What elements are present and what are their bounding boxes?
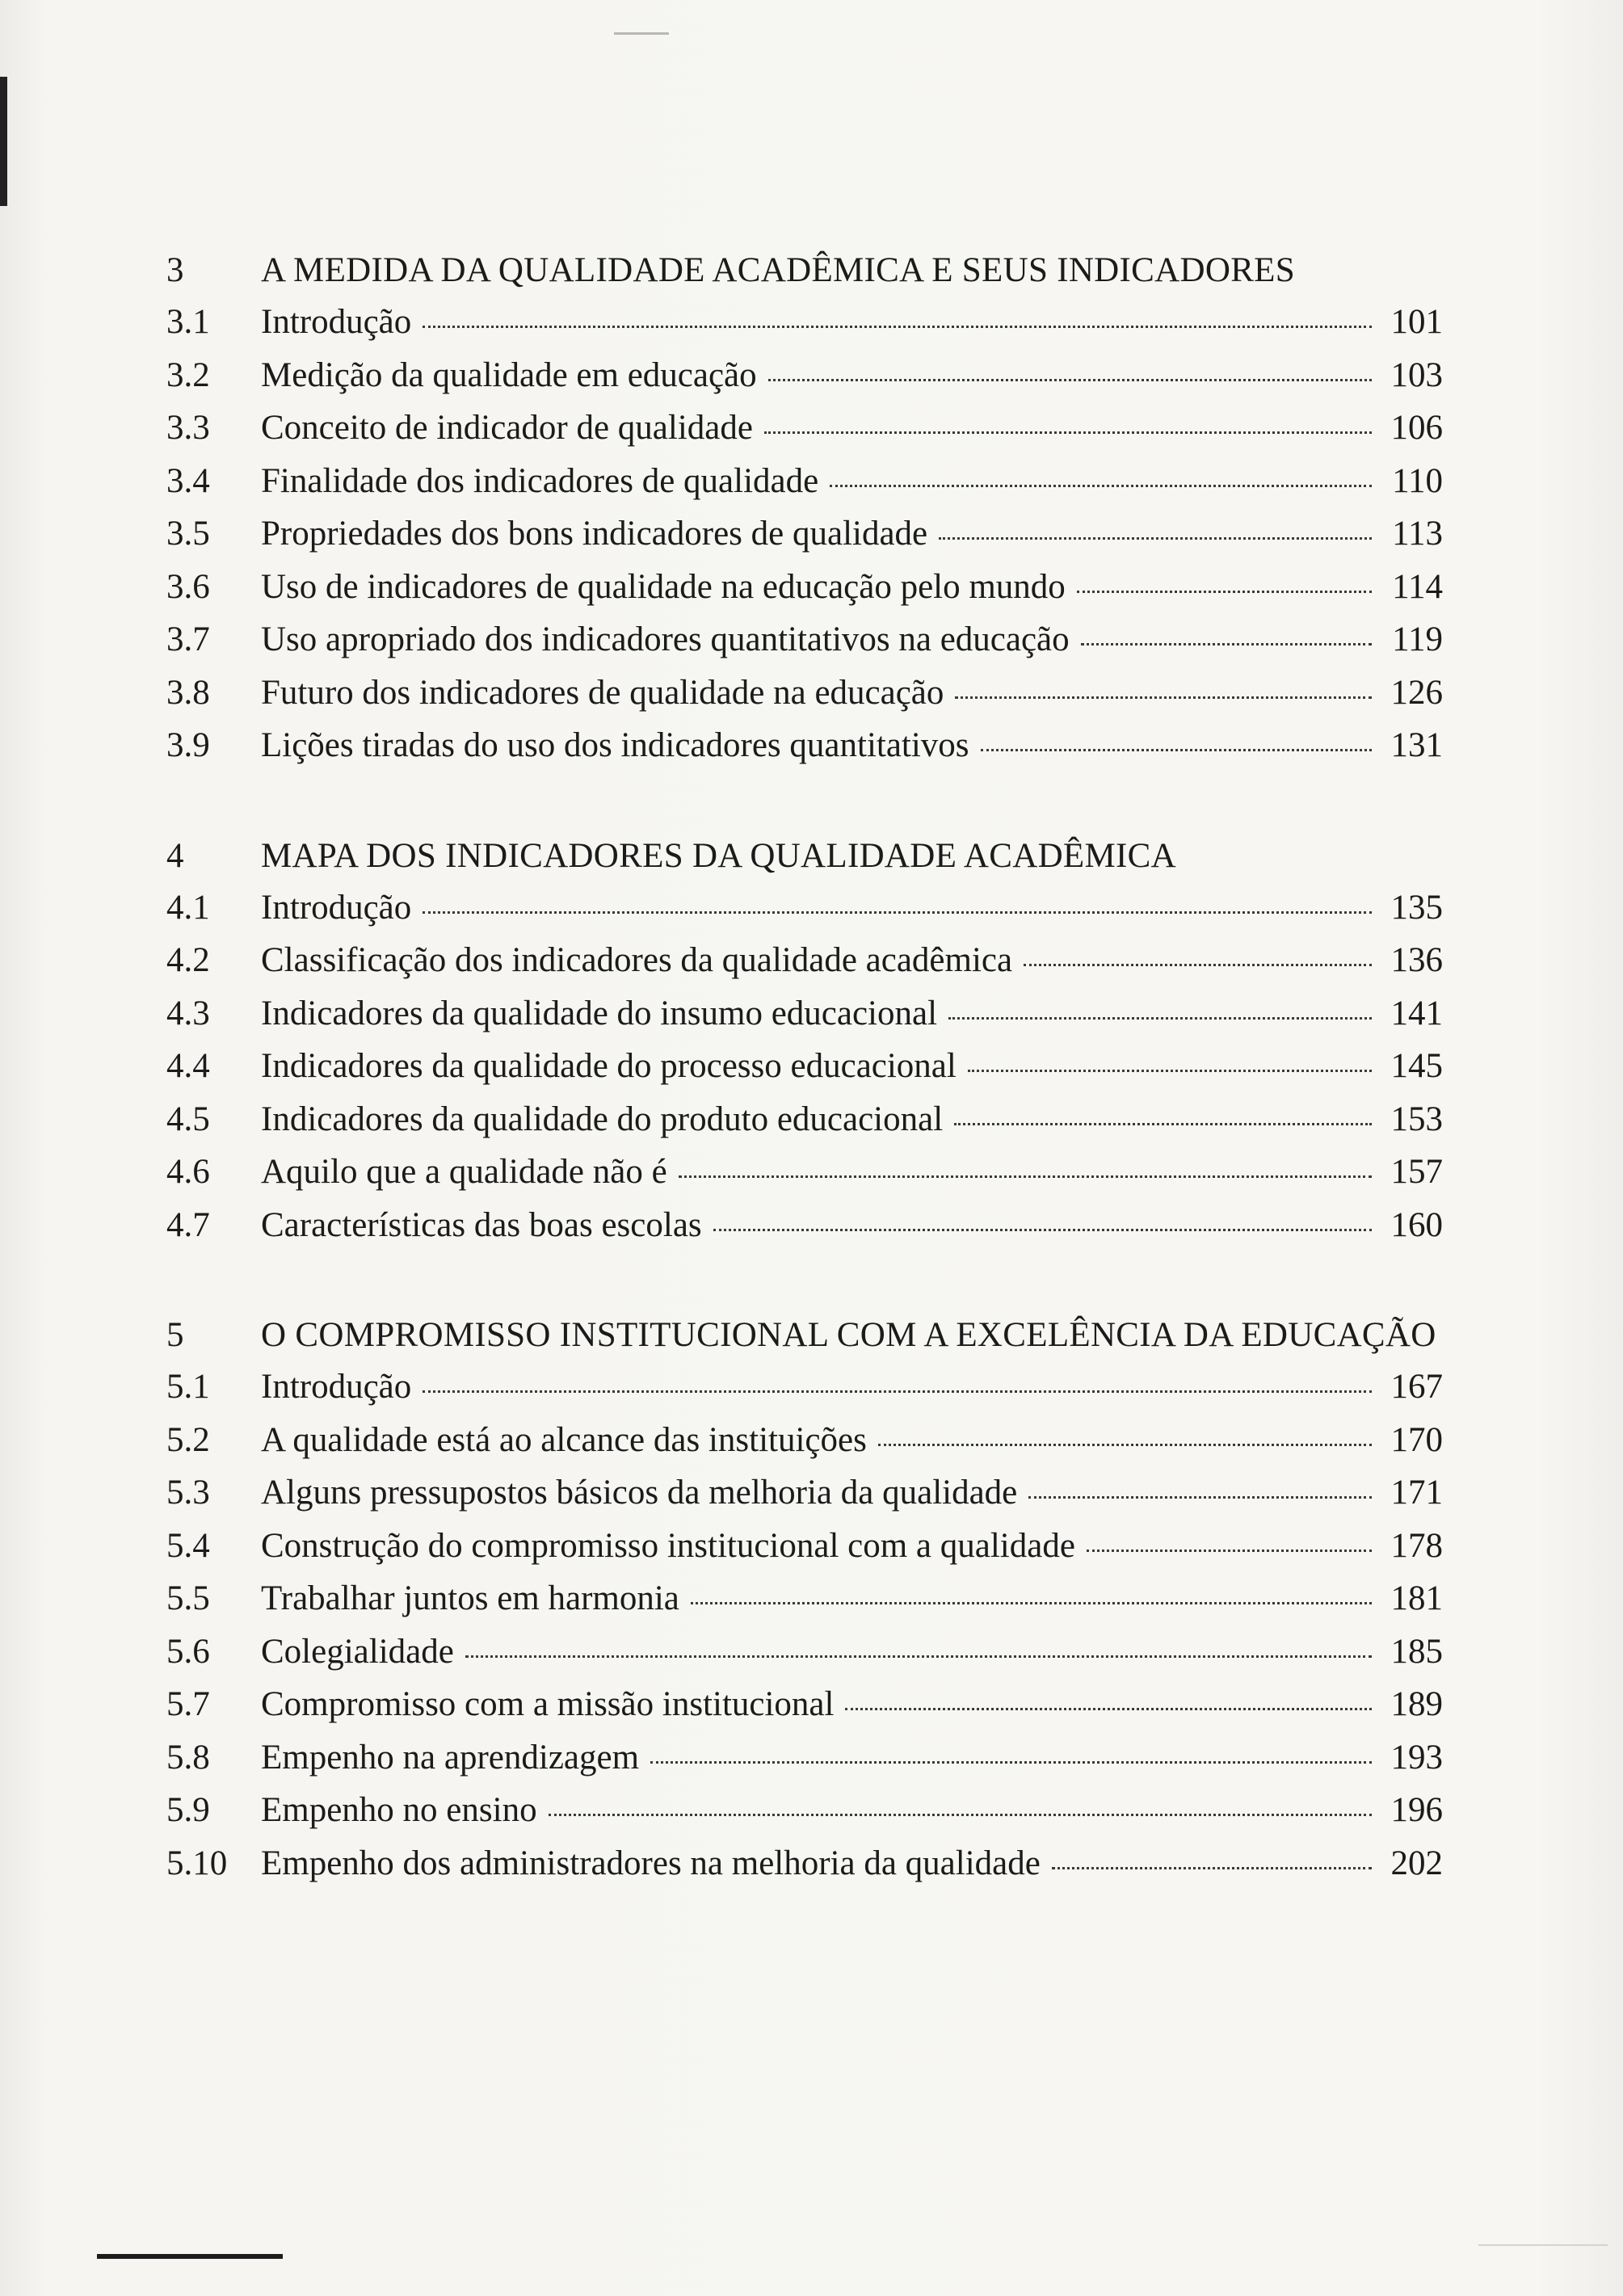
- entry-number: 3.9: [166, 726, 210, 764]
- entry-page: 157: [1390, 1153, 1443, 1191]
- entry-label: Conceito de indicador de qualidade: [261, 409, 753, 447]
- entry-page: 135: [1390, 888, 1443, 927]
- entry-number: 5.10: [166, 1844, 228, 1882]
- entry-number: 3.2: [166, 355, 210, 394]
- dot-leader: [878, 1444, 1372, 1446]
- entry-number: 4.4: [166, 1047, 210, 1085]
- entry-label: Uso de indicadores de qualidade na educação pelo mundo: [261, 567, 1066, 606]
- entry-number: 5.5: [166, 1579, 210, 1617]
- entry-number: 3.3: [166, 409, 210, 447]
- entry-label: Futuro dos indicadores de qualidade na educação: [261, 673, 944, 712]
- entry-label: A qualidade está ao alcance das instituições: [261, 1420, 867, 1459]
- entry-number: 4.2: [166, 941, 210, 979]
- toc-entry: [166, 1367, 1443, 1420]
- toc-section-3: [166, 250, 1443, 779]
- toc-entry: [166, 1632, 1443, 1685]
- entry-label: Indicadores da qualidade do insumo educacional: [261, 994, 938, 1032]
- dot-leader: [1052, 1867, 1372, 1869]
- chapter-title: A MEDIDA DA QUALIDADE ACADÊMICA E SEUS INDICADORES: [261, 251, 1295, 289]
- dot-leader: [423, 326, 1372, 328]
- toc-entry: [166, 461, 1443, 515]
- toc-entry: [166, 1420, 1443, 1474]
- entry-label: Indicadores da qualidade do produto educacional: [261, 1100, 944, 1138]
- dot-leader: [968, 1070, 1372, 1072]
- entry-label: Introdução: [261, 888, 412, 927]
- table-of-contents: [166, 250, 1443, 1953]
- entry-number: 4.3: [166, 994, 210, 1032]
- toc-entry: [166, 1579, 1443, 1632]
- toc-entry: [166, 888, 1443, 941]
- toc-entry: [166, 1473, 1443, 1526]
- toc-entry: [166, 1684, 1443, 1738]
- entry-page: 181: [1390, 1579, 1443, 1617]
- dot-leader: [955, 696, 1372, 699]
- chapter-heading: [166, 1315, 1443, 1367]
- entry-label: Alguns pressupostos básicos da melhoria da qualidade: [261, 1474, 1018, 1512]
- toc-entry: [166, 514, 1443, 567]
- toc-section-4: [166, 836, 1443, 1259]
- entry-label: Colegialidade: [261, 1632, 454, 1671]
- entry-page: 126: [1390, 673, 1443, 712]
- top-scan-mark: [614, 32, 669, 35]
- dot-leader: [679, 1175, 1372, 1178]
- entry-number: 4.6: [166, 1153, 210, 1191]
- toc-entry: [166, 1152, 1443, 1205]
- entry-label: Finalidade dos indicadores de qualidade: [261, 461, 819, 500]
- dot-leader: [1028, 1496, 1372, 1499]
- binding-edge-shadow: [0, 77, 7, 206]
- entry-page: 110: [1392, 461, 1443, 500]
- toc-entry: [166, 673, 1443, 726]
- entry-page: 160: [1390, 1205, 1443, 1244]
- entry-label: Construção do compromisso institucional com a qualidade: [261, 1526, 1075, 1565]
- entry-page: 171: [1390, 1474, 1443, 1512]
- chapter-number: 4: [166, 836, 184, 875]
- chapter-number: 3: [166, 251, 184, 289]
- dot-leader: [939, 537, 1372, 540]
- entry-page: 178: [1390, 1526, 1443, 1565]
- entry-page: 131: [1390, 726, 1443, 764]
- toc-entry: [166, 1526, 1443, 1579]
- entry-page: 153: [1390, 1100, 1443, 1138]
- toc-entry: [166, 302, 1443, 355]
- bottom-scan-mark: [97, 2254, 283, 2259]
- dot-leader: [954, 1123, 1372, 1125]
- toc-entry: [166, 1844, 1443, 1897]
- entry-number: 5.7: [166, 1685, 210, 1723]
- entry-number: 3.6: [166, 567, 210, 606]
- toc-entry: [166, 1100, 1443, 1153]
- entry-label: Classificação dos indicadores da qualidade acadêmica: [261, 941, 1013, 979]
- toc-entry: [166, 725, 1443, 779]
- entry-number: 4.5: [166, 1100, 210, 1138]
- dot-leader: [691, 1602, 1372, 1604]
- chapter-heading: [166, 836, 1443, 888]
- entry-label: Uso apropriado dos indicadores quantitativos na educação: [261, 620, 1070, 658]
- dot-leader: [423, 1390, 1372, 1393]
- entry-page: 103: [1390, 355, 1443, 394]
- dot-leader: [423, 911, 1372, 914]
- entry-label: Empenho dos administradores na melhoria da qualidade: [261, 1844, 1041, 1882]
- entry-page: 114: [1392, 567, 1443, 606]
- entry-page: 193: [1390, 1738, 1443, 1777]
- entry-number: 3.8: [166, 673, 210, 712]
- entry-page: 189: [1390, 1685, 1443, 1723]
- entry-number: 5.6: [166, 1632, 210, 1671]
- dot-leader: [713, 1229, 1372, 1231]
- entry-page: 101: [1390, 303, 1443, 341]
- dot-leader: [465, 1655, 1372, 1658]
- entry-label: Introdução: [261, 303, 412, 341]
- toc-entry: [166, 355, 1443, 409]
- toc-entry: [166, 940, 1443, 994]
- dot-leader: [549, 1814, 1372, 1816]
- dot-leader: [1081, 643, 1372, 645]
- entry-number: 3.7: [166, 620, 210, 658]
- toc-entry: [166, 1046, 1443, 1100]
- toc-entry: [166, 408, 1443, 461]
- dot-leader: [830, 485, 1372, 487]
- entry-label: Lições tiradas do uso dos indicadores quantitativos: [261, 726, 969, 764]
- dot-leader: [764, 431, 1372, 434]
- entry-number: 5.2: [166, 1420, 210, 1459]
- entry-label: Indicadores da qualidade do processo educacional: [261, 1047, 957, 1085]
- toc-entry: [166, 567, 1443, 620]
- bottom-right-scan-mark: [1478, 2244, 1608, 2246]
- entry-page: 113: [1392, 515, 1443, 553]
- chapter-number: 5: [166, 1316, 184, 1354]
- toc-entry: [166, 994, 1443, 1047]
- dot-leader: [650, 1761, 1372, 1764]
- entry-label: Trabalhar juntos em harmonia: [261, 1579, 679, 1617]
- entry-number: 5.1: [166, 1368, 210, 1406]
- entry-page: 106: [1390, 409, 1443, 447]
- entry-number: 5.9: [166, 1791, 210, 1829]
- dot-leader: [1024, 964, 1372, 966]
- entry-number: 5.8: [166, 1738, 210, 1777]
- entry-page: 136: [1390, 941, 1443, 979]
- toc-entry: [166, 620, 1443, 673]
- entry-label: Empenho no ensino: [261, 1791, 537, 1829]
- entry-label: Características das boas escolas: [261, 1205, 702, 1244]
- entry-page: 185: [1390, 1632, 1443, 1671]
- entry-number: 5.3: [166, 1474, 210, 1512]
- entry-label: Medição da qualidade em educação: [261, 355, 757, 394]
- entry-page: 141: [1390, 994, 1443, 1032]
- entry-number: 4.7: [166, 1205, 210, 1244]
- entry-number: 3.1: [166, 303, 210, 341]
- chapter-title: O COMPROMISSO INSTITUCIONAL COM A EXCELÊNCIA DA EDUCAÇÃO: [261, 1316, 1436, 1354]
- entry-page: 119: [1392, 620, 1443, 658]
- entry-label: Compromisso com a missão institucional: [261, 1685, 835, 1723]
- dot-leader: [981, 749, 1372, 751]
- dot-leader: [845, 1708, 1372, 1710]
- dot-leader: [1087, 1550, 1372, 1552]
- entry-number: 3.5: [166, 515, 210, 553]
- entry-page: 202: [1390, 1844, 1443, 1882]
- entry-page: 170: [1390, 1420, 1443, 1459]
- entry-label: Aquilo que a qualidade não é: [261, 1153, 667, 1191]
- toc-entry: [166, 1738, 1443, 1791]
- entry-number: 5.4: [166, 1526, 210, 1565]
- entry-page: 196: [1390, 1791, 1443, 1829]
- entry-label: Introdução: [261, 1368, 412, 1406]
- entry-label: Empenho na aprendizagem: [261, 1738, 640, 1777]
- entry-page: 145: [1390, 1047, 1443, 1085]
- dot-leader: [1077, 591, 1372, 593]
- entry-label: Propriedades dos bons indicadores de qualidade: [261, 515, 928, 553]
- toc-entry: [166, 1790, 1443, 1844]
- toc-section-5: [166, 1315, 1443, 1896]
- entry-number: 3.4: [166, 461, 210, 500]
- dot-leader: [948, 1017, 1372, 1020]
- chapter-heading: [166, 250, 1443, 302]
- dot-leader: [768, 379, 1372, 381]
- toc-entry: [166, 1205, 1443, 1259]
- chapter-title: MAPA DOS INDICADORES DA QUALIDADE ACADÊMICA: [261, 836, 1176, 875]
- entry-page: 167: [1390, 1368, 1443, 1406]
- entry-number: 4.1: [166, 888, 210, 927]
